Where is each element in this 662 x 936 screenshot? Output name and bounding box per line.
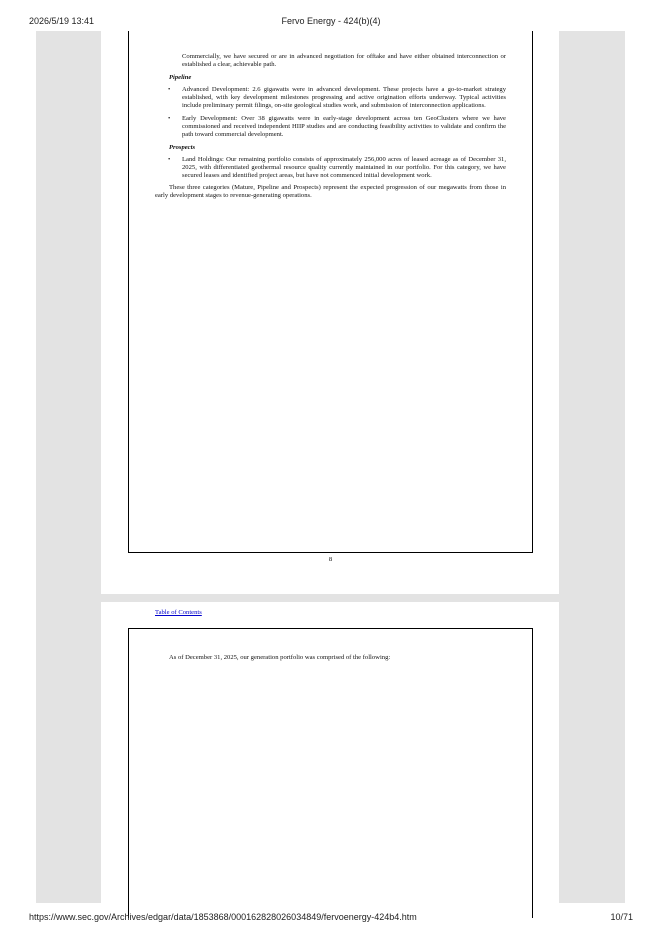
pipeline-early-development-text: Early Development: Over 38 gigawatts were in early-stage development across ten GeoClusters where we have commissioned and received independent HIIP studies and are conducting feasibility activities to validate and confirm the path toward commercial development. bbox=[182, 114, 506, 138]
pipeline-heading: Pipeline bbox=[169, 74, 192, 82]
bullet-icon: • bbox=[168, 155, 171, 163]
page-number: 8 bbox=[328, 556, 333, 563]
pipeline-advanced-development-text: Advanced Development: 2.6 gigawatts were in advanced development. These projects have a go-to-market strategy established, with key development milestones progressing and active origination efforts underway. Typical activities include preliminary permit filings, on-site geological studies work, and submission of interconnection applications. bbox=[182, 86, 506, 110]
print-datetime: 2026/5/19 13:41 bbox=[29, 16, 95, 26]
print-url: https://www.sec.gov/Archives/edgar/data/1853868/000162828026034849/fervoenergy-424b4.htm bbox=[29, 912, 417, 922]
prospects-land-holdings-text: Land Holdings: Our remaining portfolio consists of approximately 256,000 acres of leased acreage as of December 31, 2025, with differentiated geothermal resource quality currently maintained in our portfolio. For this category, we have secured leases and identified project areas, but have not commenced initial development work. bbox=[182, 155, 506, 180]
print-page-count: 10/71 bbox=[610, 912, 633, 922]
list-item bbox=[155, 115, 506, 139]
page-8-body bbox=[155, 53, 506, 200]
bullet-icon: • bbox=[168, 114, 171, 122]
print-footer bbox=[0, 910, 662, 926]
list-item bbox=[155, 86, 506, 110]
print-document-title: Fervo Energy - 424(b)(4) bbox=[281, 16, 381, 26]
bullet-icon: • bbox=[168, 86, 171, 94]
print-header bbox=[0, 14, 662, 30]
prospects-heading: Prospects bbox=[169, 143, 196, 151]
table-of-contents-link[interactable]: Table of Contents bbox=[155, 609, 202, 616]
intro-paragraph: Commercially, we have secured or are in advanced negotiation for offtake and have either obtained interconnection or established a clear, achievable path. bbox=[182, 53, 506, 69]
list-item bbox=[155, 156, 506, 180]
closing-paragraph: These three categories (Mature, Pipeline and Prospects) represent the expected progression of our megawatts from those in early development stages to revenue-generating operations. bbox=[155, 184, 506, 200]
page-9-border-frame bbox=[128, 628, 533, 918]
page-9-intro: As of December 31, 2025, our generation portfolio was comprised of the following: bbox=[169, 654, 391, 661]
